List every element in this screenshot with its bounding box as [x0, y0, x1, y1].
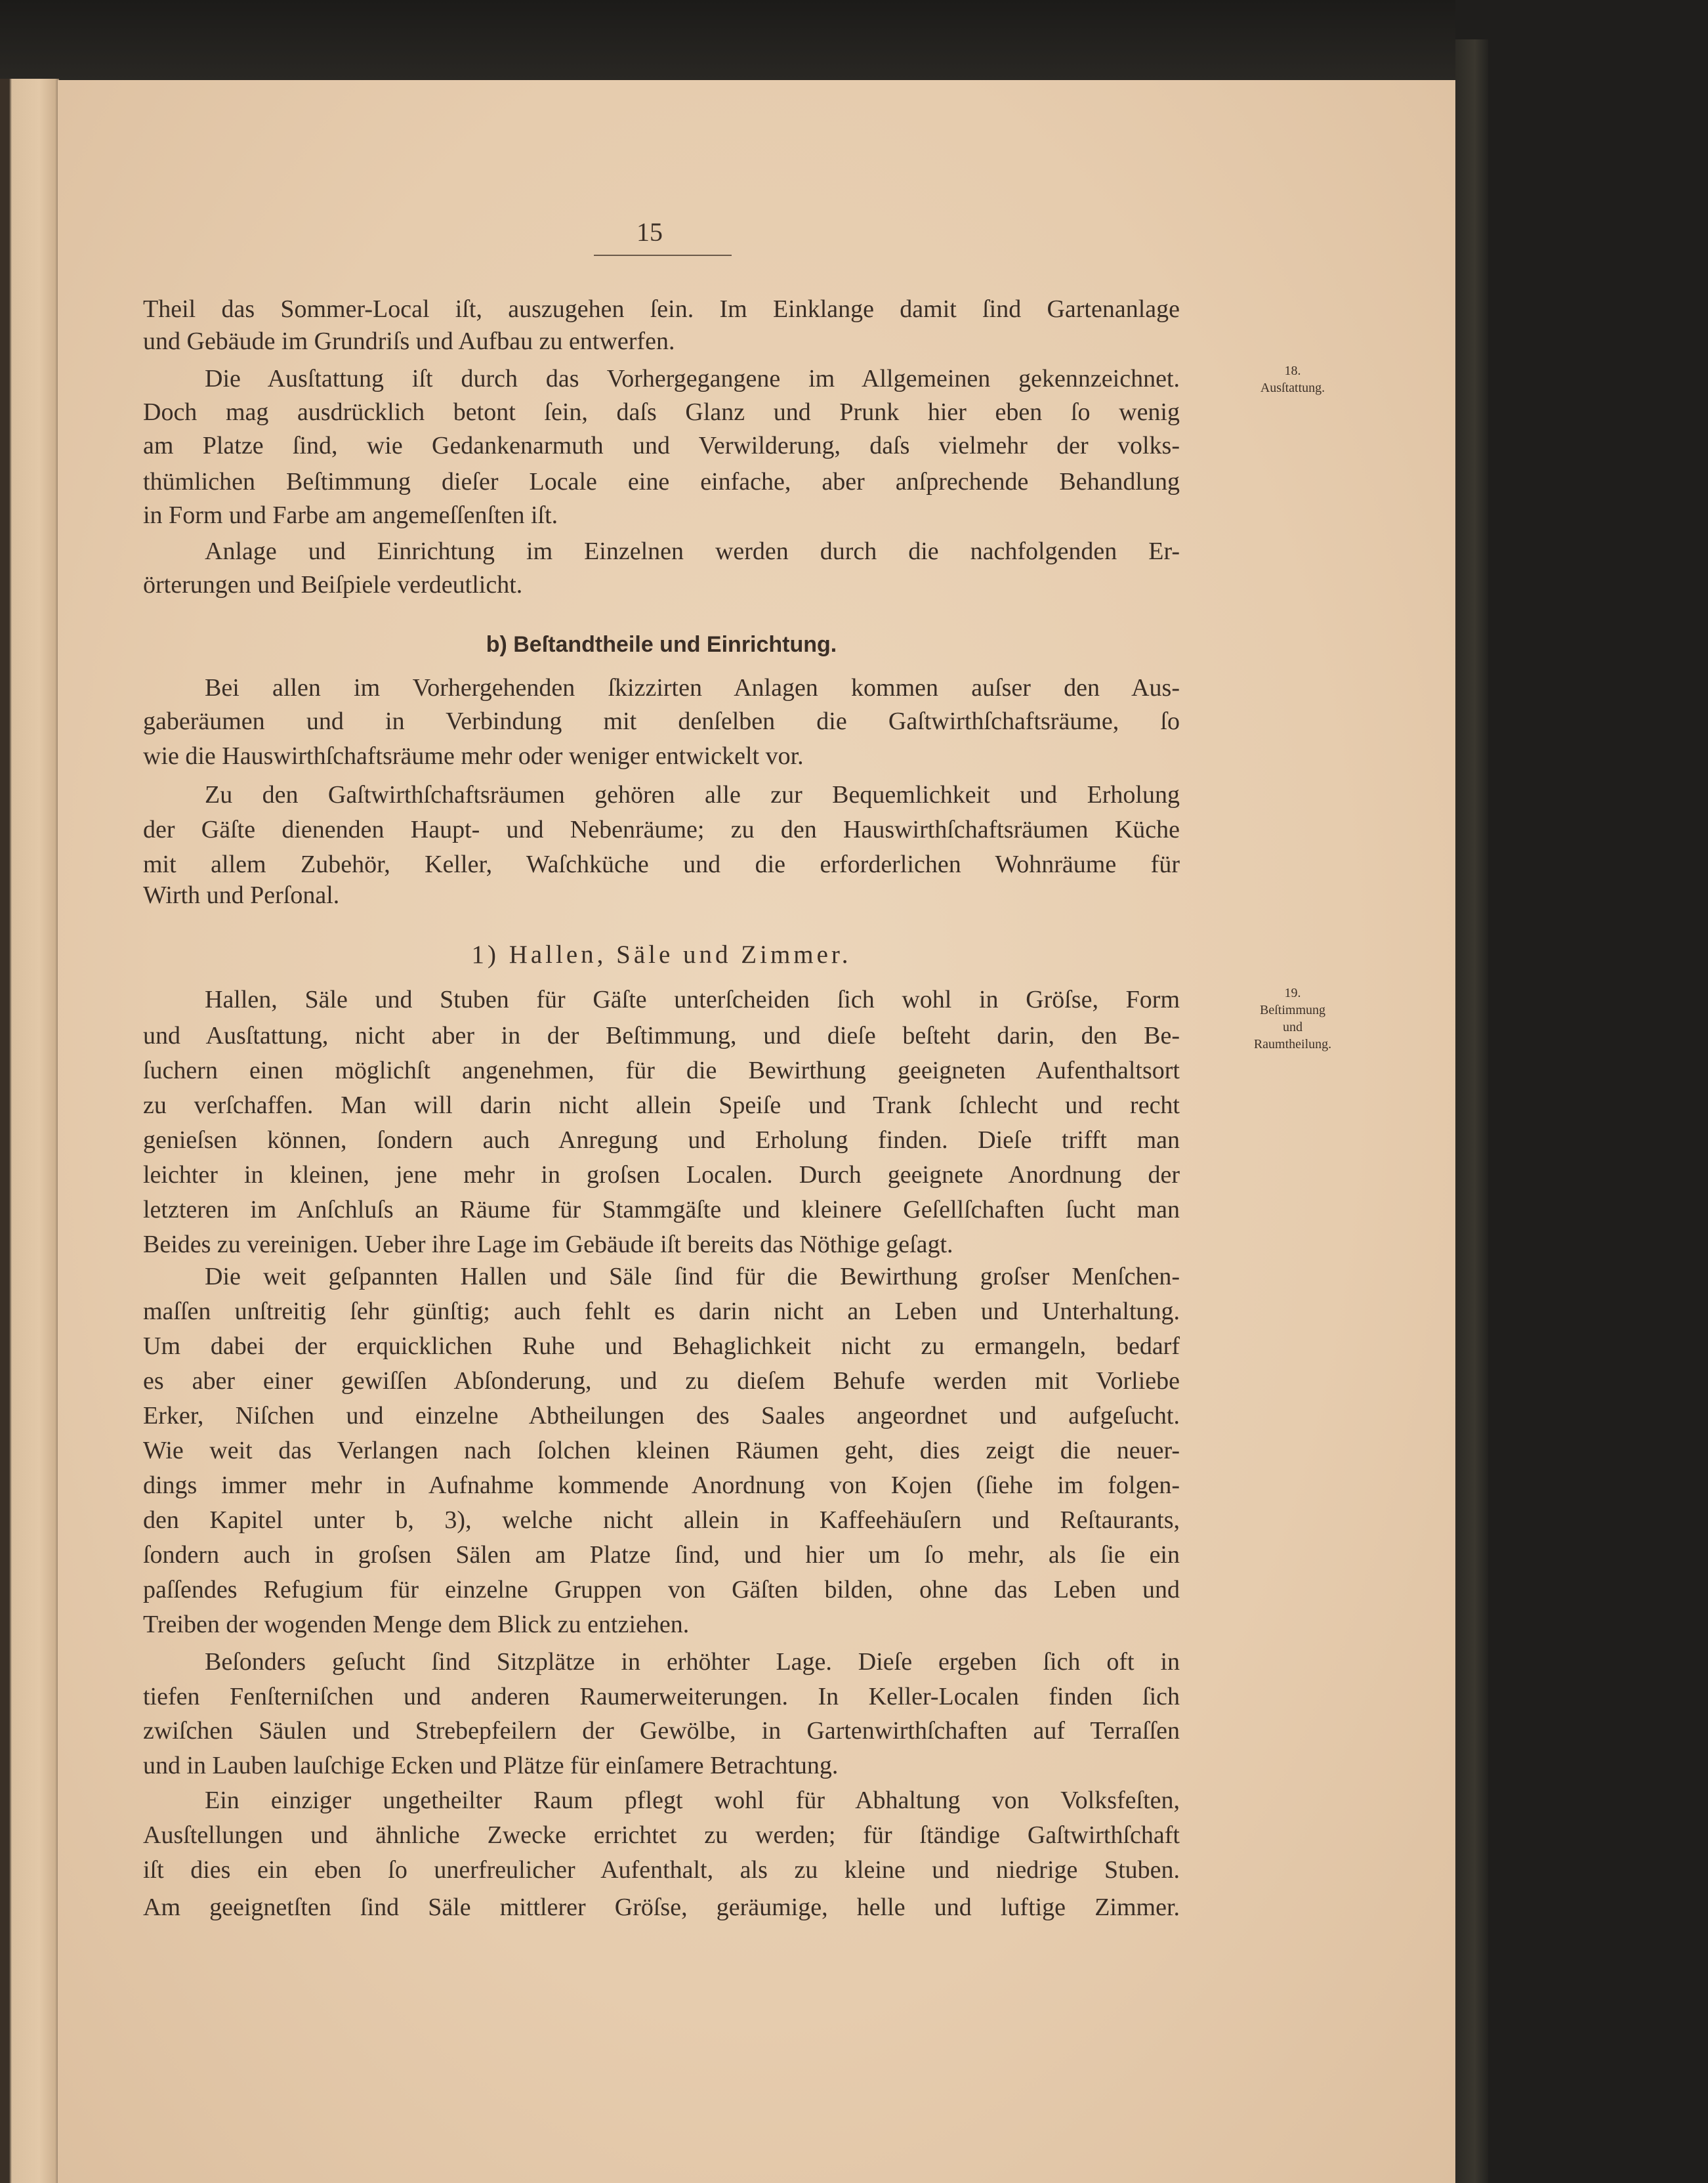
text-line: Um dabei der erquicklichen Ruhe und Behaglichkeit nicht zu ermangeln, bedarf — [143, 1332, 1180, 1360]
text-line: am Platze ſind, wie Gedankenarmuth und Verwilderung, daſs vielmehr der volks- — [143, 432, 1180, 459]
text-line: Theil das Sommer-Local iſt, auszugehen ſein. Im Einklange damit ſind Gartenanlage — [143, 295, 1180, 323]
text-line: genieſsen können, ſondern auch Anregung und Erholung finden. Dieſe trifft man — [143, 1126, 1180, 1154]
text-line: Die Ausſtattung iſt durch das Vorhergegangene im Allgemeinen gekennzeichnet. — [205, 365, 1180, 392]
text-line: Ein einziger ungetheilter Raum pflegt wohl für Abhaltung von Volksfeſten, — [205, 1787, 1180, 1814]
section-heading: b) Beſtandtheile und Einrichtung. — [486, 632, 837, 657]
text-line: Doch mag ausdrücklich betont ſein, daſs Glanz und Prunk hier eben ſo wenig — [143, 398, 1180, 426]
text-line: Beides zu vereinigen. Ueber ihre Lage im Gebäude iſt bereits das Nöthige geſagt. — [143, 1231, 953, 1258]
text-line: es aber einer gewiſſen Abſonderung, und zu dieſem Behufe werden mit Vorliebe — [143, 1367, 1180, 1395]
text-line: Beſonders geſucht ſind Sitzplätze in erhöhter Lage. Dieſe ergeben ſich oft in — [205, 1648, 1180, 1676]
text-line: ſuchern einen möglichſt angenehmen, für die Bewirthung geeigneten Aufenthaltsort — [143, 1057, 1180, 1084]
text-line: wie die Hauswirthſchaftsräume mehr oder weniger entwickelt vor. — [143, 742, 804, 770]
text-line: und Gebäude im Grundriſs und Aufbau zu entwerfen. — [143, 328, 675, 355]
text-line: örterungen und Beiſpiele verdeutlicht. — [143, 571, 523, 599]
text-line: mit allem Zubehör, Keller, Waſchküche und die erforderlichen Wohnräume für — [143, 851, 1180, 878]
page-number: 15 — [636, 217, 663, 247]
text-line: Ausſtellungen und ähnliche Zwecke errichtet zu werden; für ſtändige Gaſtwirthſchaft — [143, 1821, 1180, 1849]
margin-note-19 — [1220, 985, 1365, 1053]
text-line: leichter in kleinen, jene mehr in groſsen Localen. Durch geeignete Anordnung der — [143, 1161, 1180, 1189]
text-line: Anlage und Einrichtung im Einzelnen werden durch die nachfolgenden Er- — [205, 538, 1180, 565]
text-line: Erker, Niſchen und einzelne Abtheilungen des Saales angeordnet und aufgeſucht. — [143, 1402, 1180, 1430]
text-line: zu verſchaffen. Man will darin nicht allein Speiſe und Trank ſchlecht und recht — [143, 1092, 1180, 1119]
margin-note-text: Raumtheilung. — [1253, 1037, 1332, 1051]
text-line: Treiben der wogenden Menge dem Blick zu entziehen. — [143, 1611, 690, 1638]
book-binding — [1455, 0, 1708, 2183]
margin-note-number: 19. — [1284, 986, 1301, 1000]
header-rule — [594, 255, 732, 256]
text-line: zwiſchen Säulen und Strebepfeilern der Gewölbe, in Gartenwirthſchaften auf Terraſſen — [143, 1717, 1180, 1745]
text-line: Wie weit das Verlangen nach ſolchen kleinen Räumen geht, dies zeigt die neuer- — [143, 1437, 1180, 1464]
text-line: den Kapitel unter b, 3), welche nicht allein in Kaffeehäuſern und Reſtaurants, — [143, 1506, 1180, 1534]
text-line: Wirth und Perſonal. — [143, 881, 340, 909]
text-line: und Ausſtattung, nicht aber in der Beſtimmung, und dieſe beſteht darin, den Be- — [143, 1022, 1180, 1049]
margin-note-text: Ausſtattung. — [1260, 381, 1325, 395]
text-line: Hallen, Säle und Stuben für Gäſte unterſcheiden ſich wohl in Gröſse, Form — [205, 986, 1180, 1013]
text-line: Bei allen im Vorhergehenden ſkizzirten Anlagen kommen auſser den Aus- — [205, 674, 1180, 702]
text-line: Am geeignetſten ſind Säle mittlerer Gröſse, geräumige, helle und luftige Zimmer. — [143, 1894, 1180, 1921]
text-line: in Form und Farbe am angemeſſenſten iſt. — [143, 501, 558, 529]
margin-note-text: Beſtimmung — [1260, 1003, 1325, 1017]
text-line: und in Lauben lauſchige Ecken und Plätze für einſamere Betrachtung. — [143, 1752, 839, 1779]
margin-note-text: und — [1283, 1020, 1302, 1034]
text-line: tiefen Fenſterniſchen und anderen Raumerweiterungen. In Keller-Localen finden ſich — [143, 1683, 1180, 1710]
text-line: iſt dies ein eben ſo unerfreulicher Aufenthalt, als zu kleine und niedrige Stuben. — [143, 1856, 1180, 1884]
text-line: thümlichen Beſtimmung dieſer Locale eine einfache, aber anſprechende Behandlung — [143, 468, 1180, 496]
text-line: paſſendes Refugium für einzelne Gruppen von Gäſten bilden, ohne das Leben und — [143, 1576, 1180, 1603]
margin-note-18 — [1220, 362, 1365, 396]
margin-note-number: 18. — [1284, 364, 1301, 378]
text-line: ſondern auch in groſsen Sälen am Platze ſind, und hier um ſo mehr, als ſie ein — [143, 1541, 1180, 1569]
text-line: dings immer mehr in Aufnahme kommende Anordnung von Kojen (ſiehe im folgen- — [143, 1472, 1180, 1499]
text-line: der Gäſte dienenden Haupt- und Nebenräume; zu den Hauswirthſchaftsräumen Küche — [143, 816, 1180, 843]
text-line: gaberäumen und in Verbindung mit denſelben die Gaſtwirthſchaftsräume, ſo — [143, 708, 1180, 735]
section-heading: 1) Hallen, Säle und Zimmer. — [471, 941, 852, 969]
text-line: Die weit geſpannten Hallen und Säle ſind für die Bewirthung groſser Menſchen- — [205, 1263, 1180, 1290]
text-line: letzteren im Anſchluſs an Räume für Stammgäſte und kleinere Geſellſchaften ſucht man — [143, 1196, 1180, 1223]
text-line: maſſen unſtreitig ſehr günſtig; auch fehlt es darin nicht an Leben und Unterhaltung. — [143, 1298, 1180, 1325]
binding-edge — [1455, 39, 1488, 2183]
text-line: Zu den Gaſtwirthſchaftsräumen gehören alle zur Bequemlichkeit und Erholung — [205, 781, 1180, 809]
scan-background-top — [0, 0, 1708, 85]
previous-page-edge — [0, 79, 59, 2183]
